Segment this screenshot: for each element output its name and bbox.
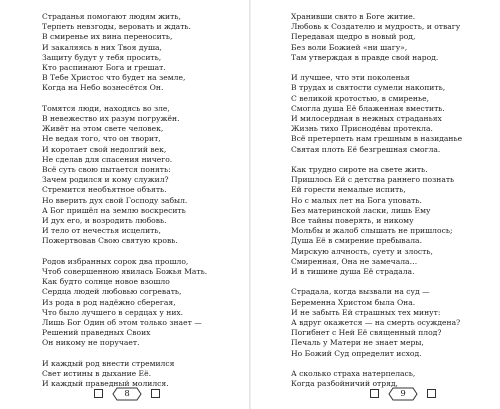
poem-line: Ей горести немалые испить,: [291, 185, 406, 195]
poem-line: Там утверждая в правде свой народ.: [291, 52, 439, 62]
poem-line: А сколько страха натерпелась,: [291, 369, 416, 379]
poem-line: Передавая щедро в новый род,: [291, 32, 416, 42]
poem-line: Без воли Божией «ни шагу»,: [291, 42, 408, 52]
poem-line: Свет истины в дыхание Её.: [42, 369, 151, 379]
poem-line: Печаль у Матери не знает меры,: [291, 338, 424, 348]
poem-line: Жизнь тихо Присноде́вы протекла.: [291, 124, 433, 134]
poem-line: И каждый род внести стремился: [42, 358, 175, 368]
left-page-footer: [94, 383, 160, 399]
stanza: [291, 165, 491, 277]
poem-line: Хранивши свято в Боге житие.: [291, 12, 416, 21]
square-ornament-icon: [151, 389, 160, 398]
poem-line: Зачем родился и кому служил?: [42, 175, 169, 185]
stanza: [42, 257, 242, 349]
poem-line: И дух его, и возродить любовь.: [42, 216, 167, 226]
page-number-badge: [388, 387, 418, 401]
poem-line: Лишь Бог Один об этом только знает —: [42, 318, 202, 328]
poem-line: Решений праведных Своих: [42, 328, 151, 338]
poem-line: Святая плоть Её безгрешная смогла.: [291, 144, 441, 154]
poem-line: И милосердная в нежных страданьях: [291, 114, 442, 124]
right-poem-text: [291, 12, 491, 400]
poem-line: Когда разбойничий отряд,: [291, 379, 398, 389]
poem-line: Любовь к Создателю и мудрость, и отвагу: [291, 22, 461, 32]
poem-line: И в тишине душа Её страдала.: [291, 267, 415, 277]
poem-line: Что было лучшего в сердцах у них.: [42, 307, 184, 317]
poem-line: Мольбы и жалоб слышать не пришлось;: [291, 226, 453, 236]
poem-line: Но Божий Суд определит исход.: [291, 348, 422, 358]
poem-line: Смогла душа Её блаженная вместить.: [291, 103, 445, 113]
poem-line: И не забыть Ей страшных тех минут:: [291, 307, 441, 317]
poem-line: Живёт на этом свете человек,: [42, 124, 164, 134]
poem-line: И коротает свой недолгий век,: [42, 144, 167, 154]
page-number-badge: [112, 387, 142, 401]
poem-line: И каждый праведный молился.: [42, 379, 169, 389]
poem-line: Чтоб совершенною явилась Божья Мать.: [42, 267, 208, 277]
poem-line: А Бог пришёл на землю воскресить: [42, 205, 186, 215]
poem-line: Как трудно сироте на свете жить.: [291, 165, 428, 175]
page-number: 9: [400, 388, 406, 399]
poem-line: Томятся люди, находясь во зле,: [42, 103, 170, 113]
poem-line: Пожертвовав Свою святую кровь.: [42, 236, 178, 246]
poem-line: И лучшее, что эти поколенья: [291, 73, 410, 83]
poem-line: Мирскую алчность, суету и злость,: [291, 246, 433, 256]
poem-line: Защиту будут у тебя просить,: [42, 52, 162, 62]
poem-line: А вдруг окажется — на смерть осуждена?: [291, 318, 461, 328]
right-page-footer: [370, 383, 436, 399]
left-poem-text: [42, 12, 242, 400]
poem-line: Всё суть свою пытается понять:: [42, 165, 171, 175]
square-ornament-icon: [427, 389, 436, 398]
poem-line: В смиренье их вина переносить,: [42, 32, 173, 42]
poem-line: Но вверить дух свой Господу забыл.: [42, 195, 188, 205]
poem-line: Кто распинают Бога и грешат.: [42, 63, 166, 73]
poem-line: Смиренная, Она не замечала…: [291, 256, 418, 266]
poem-line: Беременна Христом была Она.: [291, 297, 416, 307]
poem-line: Душа Её в смирение пребывала.: [291, 236, 422, 246]
square-ornament-icon: [94, 389, 103, 398]
poem-line: Из рода в род надёжно сберегая,: [42, 297, 176, 307]
poem-line: С великой кротостью, в смиренье,: [291, 93, 430, 103]
poem-line: Страданья помогают людям жить,: [42, 12, 181, 21]
poem-line: Как будто солнце новое взошло: [42, 277, 170, 287]
stanza: [291, 287, 491, 358]
square-ornament-icon: [370, 389, 379, 398]
poem-line: Родов избранных сорок два прошло,: [42, 256, 189, 266]
poem-line: И закаляясь в них Твоя душа,: [42, 42, 162, 52]
poem-line: Все тайны поверять, и никому: [291, 216, 414, 226]
right-page: [250, 0, 500, 409]
poem-line: Не сделав для спасения ничего.: [42, 154, 173, 164]
stanza: [42, 12, 242, 94]
poem-line: Сердца людей любовью согревать,: [42, 287, 182, 297]
stanza: [291, 73, 491, 155]
poem-line: Когда на Небо вознесётся Он.: [42, 83, 164, 93]
poem-line: Всё претерпеть нам грешным в назиданье: [291, 134, 463, 144]
poem-line: Пришлось Ей с детства раннего познать: [291, 175, 455, 185]
poem-line: Он никому не поручает.: [42, 338, 140, 348]
poem-line: В невежество их разум погружён.: [42, 114, 180, 124]
stanza: [42, 104, 242, 247]
poem-line: Стремится необъятное объять.: [42, 185, 167, 195]
stanza: [291, 12, 491, 63]
poem-line: В трудах и святости сумели накопить,: [291, 83, 446, 93]
poem-line: Но с малых лет на Бога уповать.: [291, 195, 422, 205]
poem-line: Не ведая того, что он творит,: [42, 134, 161, 144]
poem-line: Погибнет с Ней Её священный плод?: [291, 328, 442, 338]
poem-line: И тело от нечестья исцелить,: [42, 226, 161, 236]
page-number: 8: [124, 388, 130, 399]
poem-line: В Тебе Христос что будет на земле,: [42, 73, 186, 83]
poem-line: Страдала, когда вызвали на суд —: [291, 287, 430, 297]
poem-line: Без материнской ласки, лишь Ему: [291, 205, 431, 215]
poem-line: Терпеть невзгоды, веровать и ждать.: [42, 22, 191, 32]
